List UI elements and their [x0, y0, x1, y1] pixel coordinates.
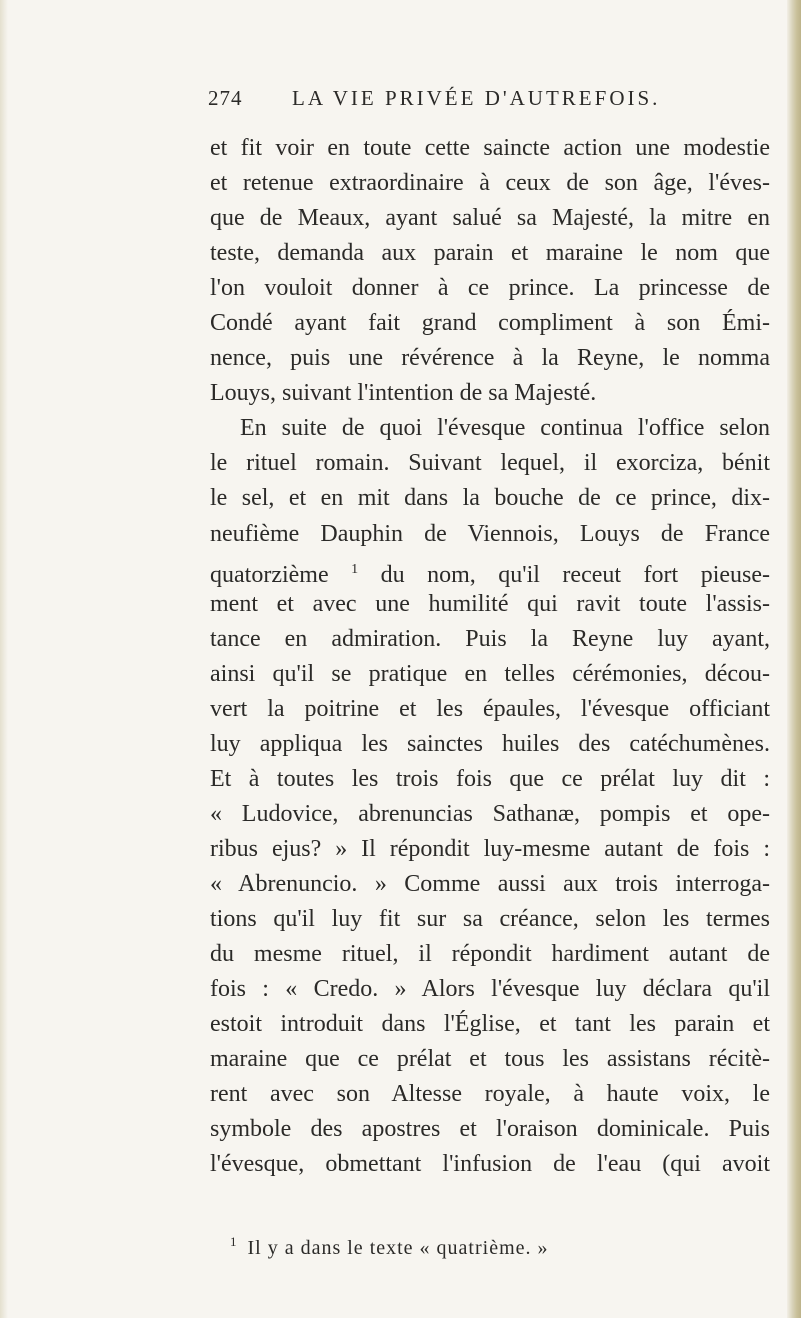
text-line-with-note: [210, 552, 770, 587]
text-line: maraine que ce prélat et tous les assistans récitè-: [210, 1046, 770, 1073]
text-line: ainsi qu'il se pratique en telles cérémonies, décou-: [210, 660, 770, 687]
text-line: estoit introduit dans l'Église, et tant les parain et: [210, 1011, 770, 1038]
text-line: Condé ayant fait grand compliment à son Émi-: [210, 310, 770, 337]
text-line: « Abrenuncio. » Comme aussi aux trois interroga-: [210, 870, 770, 897]
page-right-edge: [787, 0, 801, 1318]
text-line: ribus ejus? » Il répondit luy-mesme autant de fois :: [210, 835, 770, 862]
text-line: « Ludovice, abrenuncias Sathanæ, pompis et ope-: [210, 800, 770, 827]
text-line: l'évesque, obmettant l'infusion de l'eau (qui avoit: [210, 1151, 770, 1178]
text-line: vert la poitrine et les épaules, l'évesque officiant: [210, 695, 770, 722]
text-line: Et à toutes les trois fois que ce prélat luy dit :: [210, 765, 770, 792]
page-left-edge: [0, 0, 8, 1318]
text-line: et retenue extraordinaire à ceux de son âge, l'éves-: [210, 170, 770, 197]
text-line: luy appliqua les sainctes huiles des catéchumènes.: [210, 730, 770, 757]
text-line: et fit voir en toute cette saincte action une modestie: [210, 135, 770, 161]
text-line: En suite de quoi l'évesque continua l'office selon: [240, 415, 770, 442]
body-text: [210, 131, 770, 1182]
text-line: symbole des apostres et l'oraison dominicale. Puis: [210, 1116, 770, 1143]
text-line: tance en admiration. Puis la Reyne luy ayant,: [210, 625, 770, 652]
text-line: nence, puis une révérence à la Reyne, le nomma: [210, 345, 770, 372]
text-segment: du nom, qu'il receut fort pieuse-: [380, 561, 771, 588]
text-line: fois : « Credo. » Alors l'évesque luy déclara qu'il: [210, 976, 770, 1003]
text-line: ment et avec une humilité qui ravit toute l'assis-: [210, 590, 770, 617]
footnote-text: Il y a dans le texte « quatrième. »: [247, 1237, 549, 1259]
footnote-marker: 1: [230, 1234, 238, 1249]
footnote-reference: 1: [351, 561, 359, 577]
text-line: teste, demanda aux parain et maraine le nom que: [210, 240, 770, 267]
text-segment: quatorzième: [210, 561, 329, 588]
text-line: tions qu'il luy fit sur sa créance, selon les termes: [210, 906, 770, 933]
text-line: le sel, et en mit dans la bouche de ce prince, dix-: [210, 485, 770, 512]
page-number: 274: [208, 86, 243, 110]
text-line: du mesme rituel, il répondit hardiment autant de: [210, 941, 770, 968]
text-line: que de Meaux, ayant salué sa Majesté, la mitre en: [210, 205, 770, 232]
text-line: le rituel romain. Suivant lequel, il exorciza, bénit: [210, 450, 770, 477]
footnote: [230, 1234, 549, 1260]
text-line: l'on vouloit donner à ce prince. La princesse de: [210, 275, 770, 302]
text-line: neufième Dauphin de Viennois, Louys de France: [210, 520, 770, 547]
text-line: Louys, suivant l'intention de sa Majesté.: [210, 380, 597, 407]
running-title: LA VIE PRIVÉE D'AUTREFOIS.: [292, 86, 661, 110]
text-line: rent avec son Altesse royale, à haute voix, le: [210, 1081, 770, 1108]
